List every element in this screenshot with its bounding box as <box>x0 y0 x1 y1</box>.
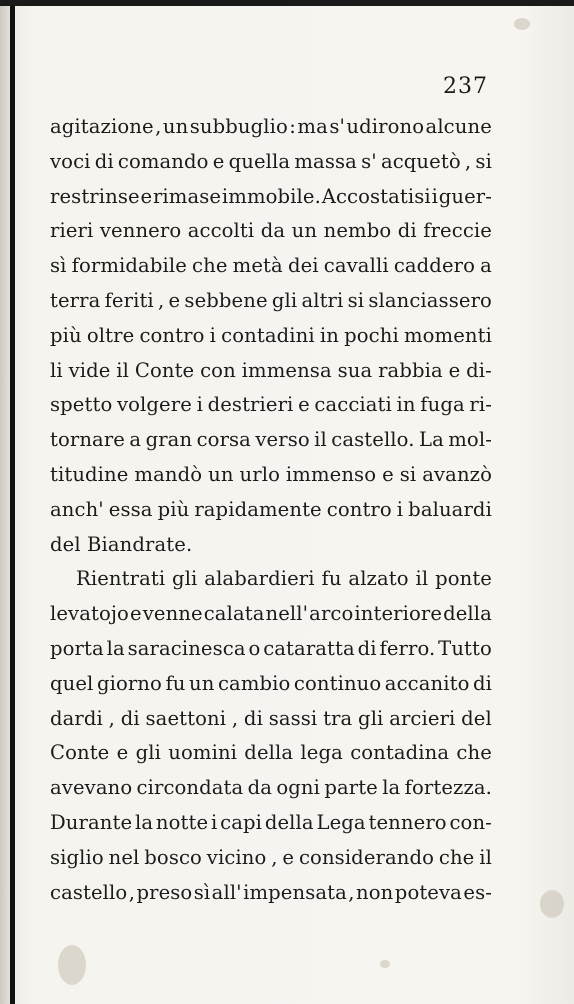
text-line: quel giorno fu un cambio continuo accanito di <box>50 671 492 695</box>
page-number: 237 <box>443 74 488 99</box>
paper-speck <box>58 945 86 985</box>
text-line: li vide il Conte con immensa sua rabbia e di- <box>50 358 492 382</box>
text-line: avevano circondata da ogni parte la fortezza. <box>50 776 492 800</box>
text-body <box>50 110 492 910</box>
paper-speck <box>380 960 390 968</box>
text-line: spetto volgere i destrieri e cacciati in fuga ri- <box>50 393 492 417</box>
binding-shadow <box>0 0 10 1004</box>
text-line: rieri vennero accolti da un nembo di freccie <box>50 219 492 243</box>
text-line: castello , preso sì all' impensata , non poteva es- <box>50 880 492 904</box>
text-line: sì formidabile che metà dei cavalli caddero a <box>50 254 492 278</box>
text-line: siglio nel bosco vicino , e considerando che il <box>50 845 492 869</box>
text-line: dardi , di saettoni , di sassi tra gli arcieri del <box>50 706 492 730</box>
text-line: del Biandrate. <box>50 532 193 556</box>
text-line: anch' essa più rapidamente contro i baluardi <box>50 497 492 521</box>
text-line: tornare a gran corsa verso il castello. La mol- <box>50 428 492 452</box>
text-line: voci di comando e quella massa s' acquetò , si <box>50 149 492 173</box>
text-line: titudine mandò un urlo immenso e si avanzò <box>50 462 492 486</box>
top-edge <box>0 0 574 6</box>
text-line: Rientrati gli alabardieri fu alzato il ponte <box>76 567 492 591</box>
paper-speck <box>540 890 564 918</box>
text-line: levatojo e venne calata nell' arco interiore della <box>50 602 492 626</box>
binding-edge <box>10 0 15 1004</box>
text-line: più oltre contro i contadini in pochi momenti <box>50 323 492 347</box>
text-line: restrinse e rimase immobile. Accostatisi i guer- <box>50 184 492 208</box>
text-line: agitazione , un subbuglio : ma s' udirono alcune <box>50 115 492 138</box>
paragraph-2 <box>50 562 492 910</box>
text-line: porta la saracinesca o cataratta di ferro. Tutto <box>50 636 492 660</box>
paragraph-1 <box>50 110 492 562</box>
paper-speck <box>514 18 530 30</box>
text-line: terra feriti , e sebbene gli altri si slanciassero <box>50 288 492 312</box>
text-line: Durante la notte i capi della Lega tennero con- <box>50 810 492 834</box>
text-line: Conte e gli uomini della lega contadina che <box>50 741 492 765</box>
